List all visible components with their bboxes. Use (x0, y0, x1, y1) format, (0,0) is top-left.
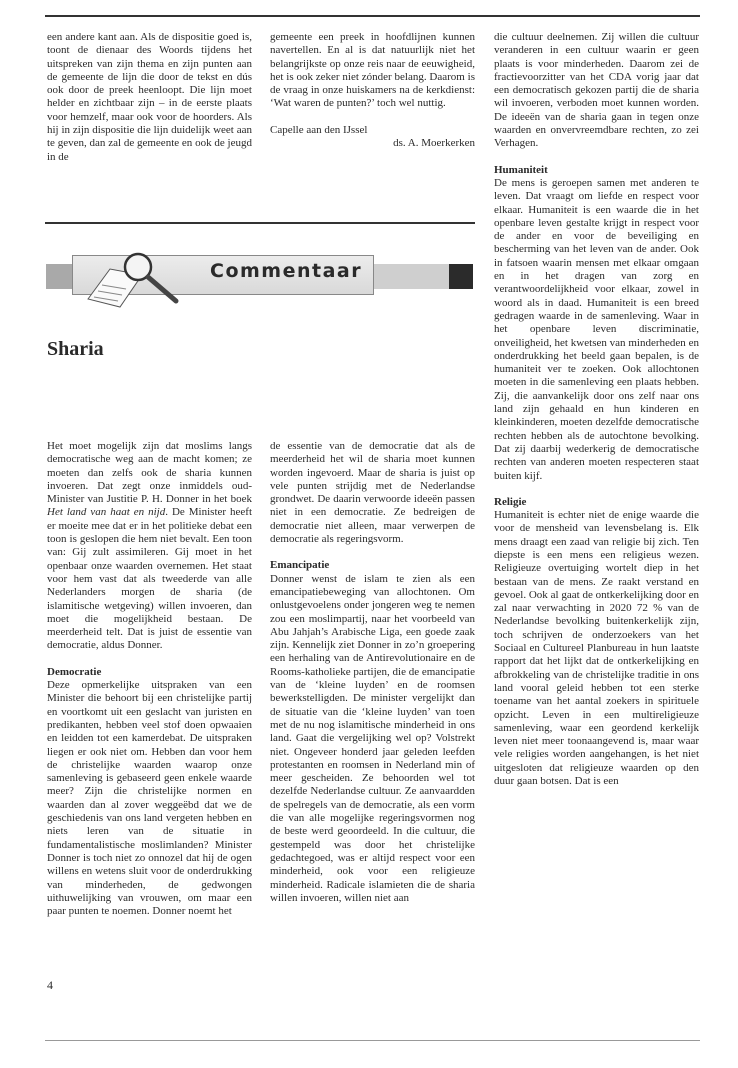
paragraph-text: de essentie van de democratie dat als de meerderheid het wil de sharia moet kunnen worden ingevoerd. Maar de sharia is juist op vele punten strijdig met de Nederlandse grondwet. De daarin verwoorde ideeën passen niet in een democratie. Ze bedreigen de democratie niet alleen, maar verwerpen de democratie als regeringsvorm. (270, 440, 475, 546)
paragraph (47, 679, 252, 918)
paragraph-text: De mens is geroepen samen met anderen te leven. Dat vraagt om liefde en respect voor elkaar. Humaniteit is een waarde die in het openbare leven gestalte krijgt in respect voor de ander en voor de beveiliging en bescherming van het leven van de ander. Ook in fatsoen waarin mensen met elkaar omgaan en in het dragen van zorg en verantwoordelijkheid voor elkaar, zowel in woord als in daad. Humaniteit is een breed gedragen waarde in de samenleving. Waar in het openbare leven discriminatie, onveiligheid, het kwetsen van minderheden en onderdrukking het beeld gaan bepalen, is de humaniteit ver te zoeken. Ook allochtonen moeten in die samenleving een plaats hebben. Zij, die aanvankelijk door ons zelf naar ons land zijn gehaald en hun kinderen en kleinkinderen, moeten dezelfde democratische rechten hebben als de autochtone bevolking. Dat zij daarbij wederkerig de democratische rechten van anderen moeten respecteren staat buiten kijf. (494, 176, 699, 482)
paragraph-text: Humaniteit is echter niet de enige waarde die voor de mensheid van levensbelang is. Elk mens draagt een zaad van religie bij zich. Ten diepste is een mens een religieus wezen. Religieuze overtuiging wortelt diep in het bestaan van de mens. Ze raakt verstand en gevoel. Ook al gaat de ontkerkelijking door en zal naar verwachting in 2020 72 % van de Nederlandse bevolking buitenkerkelijk zijn, toch schrijven de onderzoekers van het Sociaal en Cultureel Planbureau in hun laatste rapport dat het lijkt dat de ontkerkelijking en afbrokkeling van de christelijke traditie in ons land vooral geleid hebben tot een sterke toename van het aantal zoekers in spirituele opzicht. Leven in een multireligieuze samenleving, waar een geordend kerkelijk leven niet meer toonaangevend is, maar waar vele religies worden aangehangen, is het niet uitgesloten dat religieuze waarden op den duur gaan botsen. Dat is een (494, 509, 699, 788)
commentaar-banner (46, 255, 472, 300)
page-number: 4 (47, 978, 53, 992)
paragraph-text: Deze opmerkelijke uitspraken van een Minister die behoort bij een christelijke partij en voortkomt uit een geslacht van juristen en predikanten, hebben veel stof doen opwaaien en leidden tot een kamerdebat. De uitspraken liegen er ook niet om. Hebben dan voor hem de christelijke waarden waarop onze samenleving is gebaseerd geen enkele waarde meer? Zijn die christelijke normen en waarden dan al zover weggeëbd dat we de geschiedenis van ons land vergeten hebben en niets leren van de situatie in fundamentalistische moslimlanden? Minister Donner is toch niet zo onnozel dat hij de ogen willens en wetens sluit voor de onderdrukking van minderheden, de gedwongen uithuwelijking van vrouwen, om maar een paar punten te noemen. Donner noemt het (47, 679, 252, 918)
bottom-rule (45, 1040, 700, 1041)
banner-block (449, 264, 473, 289)
section-heading: Democratie (47, 665, 102, 678)
article-column-1 (47, 440, 252, 918)
article-title: Sharia (47, 338, 104, 360)
magnifier-over-document-icon (80, 249, 200, 309)
top-column-1 (47, 31, 252, 164)
signature-author: ds. A. Moerkerken (393, 137, 475, 150)
paragraph-text: . De Minister heeft er moeite mee dat er in het politieke debat een toon is geslopen die hem niet bevalt. Een toon van: Gij zult assimileren. Gij moet in het openbaar onze waarden overnemen. Het staat voor hem vast dat als tweederde van alle Nederlanders morgen de sharia (de islamitische wetgeving) willen invoeren, dan moet die mogelijkheid bestaan. De meerderheid telt. Dat is juist de essentie van democratie, aldus Donner. (47, 506, 253, 652)
paragraph-gap (494, 151, 699, 164)
section-heading: Emancipatie (270, 559, 330, 572)
article-column-3 (494, 31, 699, 788)
paragraph-gap (47, 653, 252, 666)
top-column-2-text: gemeente een preek in hoofdlijnen kunnen navertellen. En al is dat natuurlijk niet het belangrijkste op onze reis naar de eeuwigheid, het is ook zeker niet zónder belang. Daarom is de vraag in onze huiskamers na de kerkdienst: ‘Wat waren de punten?’ toch wel nuttig. (270, 31, 475, 110)
paragraph (494, 177, 699, 483)
top-column-2 (270, 31, 475, 150)
paragraph (47, 440, 252, 653)
article-column-2 (270, 440, 475, 905)
top-column-1-text: een andere kant aan. Als de dispositie goed is, toont de dienaar des Woords tijdens het uitspreken van zijn thema en zijn punten aan de gemeente de lijn die door de tekst en dús ook door de preek heenloopt. Die lijn moet helder en zichtbaar zijn – in de eerste plaats voor hemzelf, maar ook voor de hoorders. Als hij in zijn dispositie die lijn duidelijk weet aan te geven, dan zal de gemeente en ook de jeugd in de (47, 31, 252, 163)
paragraph (270, 573, 475, 905)
section-rule (45, 222, 475, 224)
top-rule (45, 15, 700, 17)
signature-place: Capelle aan den IJssel (270, 123, 368, 136)
book-title: Het land van haat en nijd (47, 506, 166, 519)
paragraph-gap (270, 546, 475, 559)
paragraph-text: die cultuur deelnemen. Zij willen die cultuur veranderen in een cultuur waarin er geen plaats is voor minderheden. Daarom zei de fractievoorzitter van het CDA vorig jaar dat een democratisch gekozen partij die de sharia wil invoeren, verboden moet kunnen worden. De ideeën van de sharia gaan in tegen onze waarden en onvervreemdbare rechten, zo zei Verhagen. (494, 31, 699, 150)
paragraph (494, 31, 699, 151)
paragraph-text: Het moet mogelijk zijn dat moslims langs democratische weg aan de macht komen; ze moeten dan zelfs ook de sharia kunnen invoeren. Dat zegt onze inmiddels oud-Minister van Justitie P. H. Donner in het boek (47, 440, 252, 506)
banner-title: Commentaar (210, 260, 363, 282)
paragraph (494, 509, 699, 788)
paragraph (270, 440, 475, 546)
section-heading: Humaniteit (494, 163, 548, 176)
paragraph-text: Donner wenst de islam te zien als een emancipatiebeweging van allochtonen. Om onlustgevoelens onder jongeren weg te nemen zou een moslimpartij, naar het voorbeeld van Abu Jahjah’s Arabische Liga, een goede zaak zijn. Kennelijk ziet Donner in zo’n groepering een herhaling van de Antirevolutionaire en de Rooms-katholieke partijen, die de emancipatie van de ‘kleine luyden’ en de roomsen bewerkstelligden. De minister vergelijkt dan de situatie van die ‘kleine luyden’ van toen met de nu nog islamitische minderheid in ons land. Gaat die vergelijking wel op? Volstrekt niet. Ongeveer honderd jaar geleden leefden protestanten en roomsen in Nederland min of meer gescheiden. Ze behoorden wel tot dezelfde Nederlandse cultuur. Ze aanvaardden de spelregels van de democratie, als een vorm die van alle mogelijke regeringsvormen nog de beste werd geoordeeld. In die cultuur, die gestempeld was door het christelijke gedachtegoed, was er altijd respect voor een minderheid, ook voor een religieuze minderheid. Radicale islamieten die de sharia willen invoeren, willen niet aan (270, 572, 475, 904)
section-heading: Religie (494, 495, 527, 508)
paragraph-gap (494, 483, 699, 496)
